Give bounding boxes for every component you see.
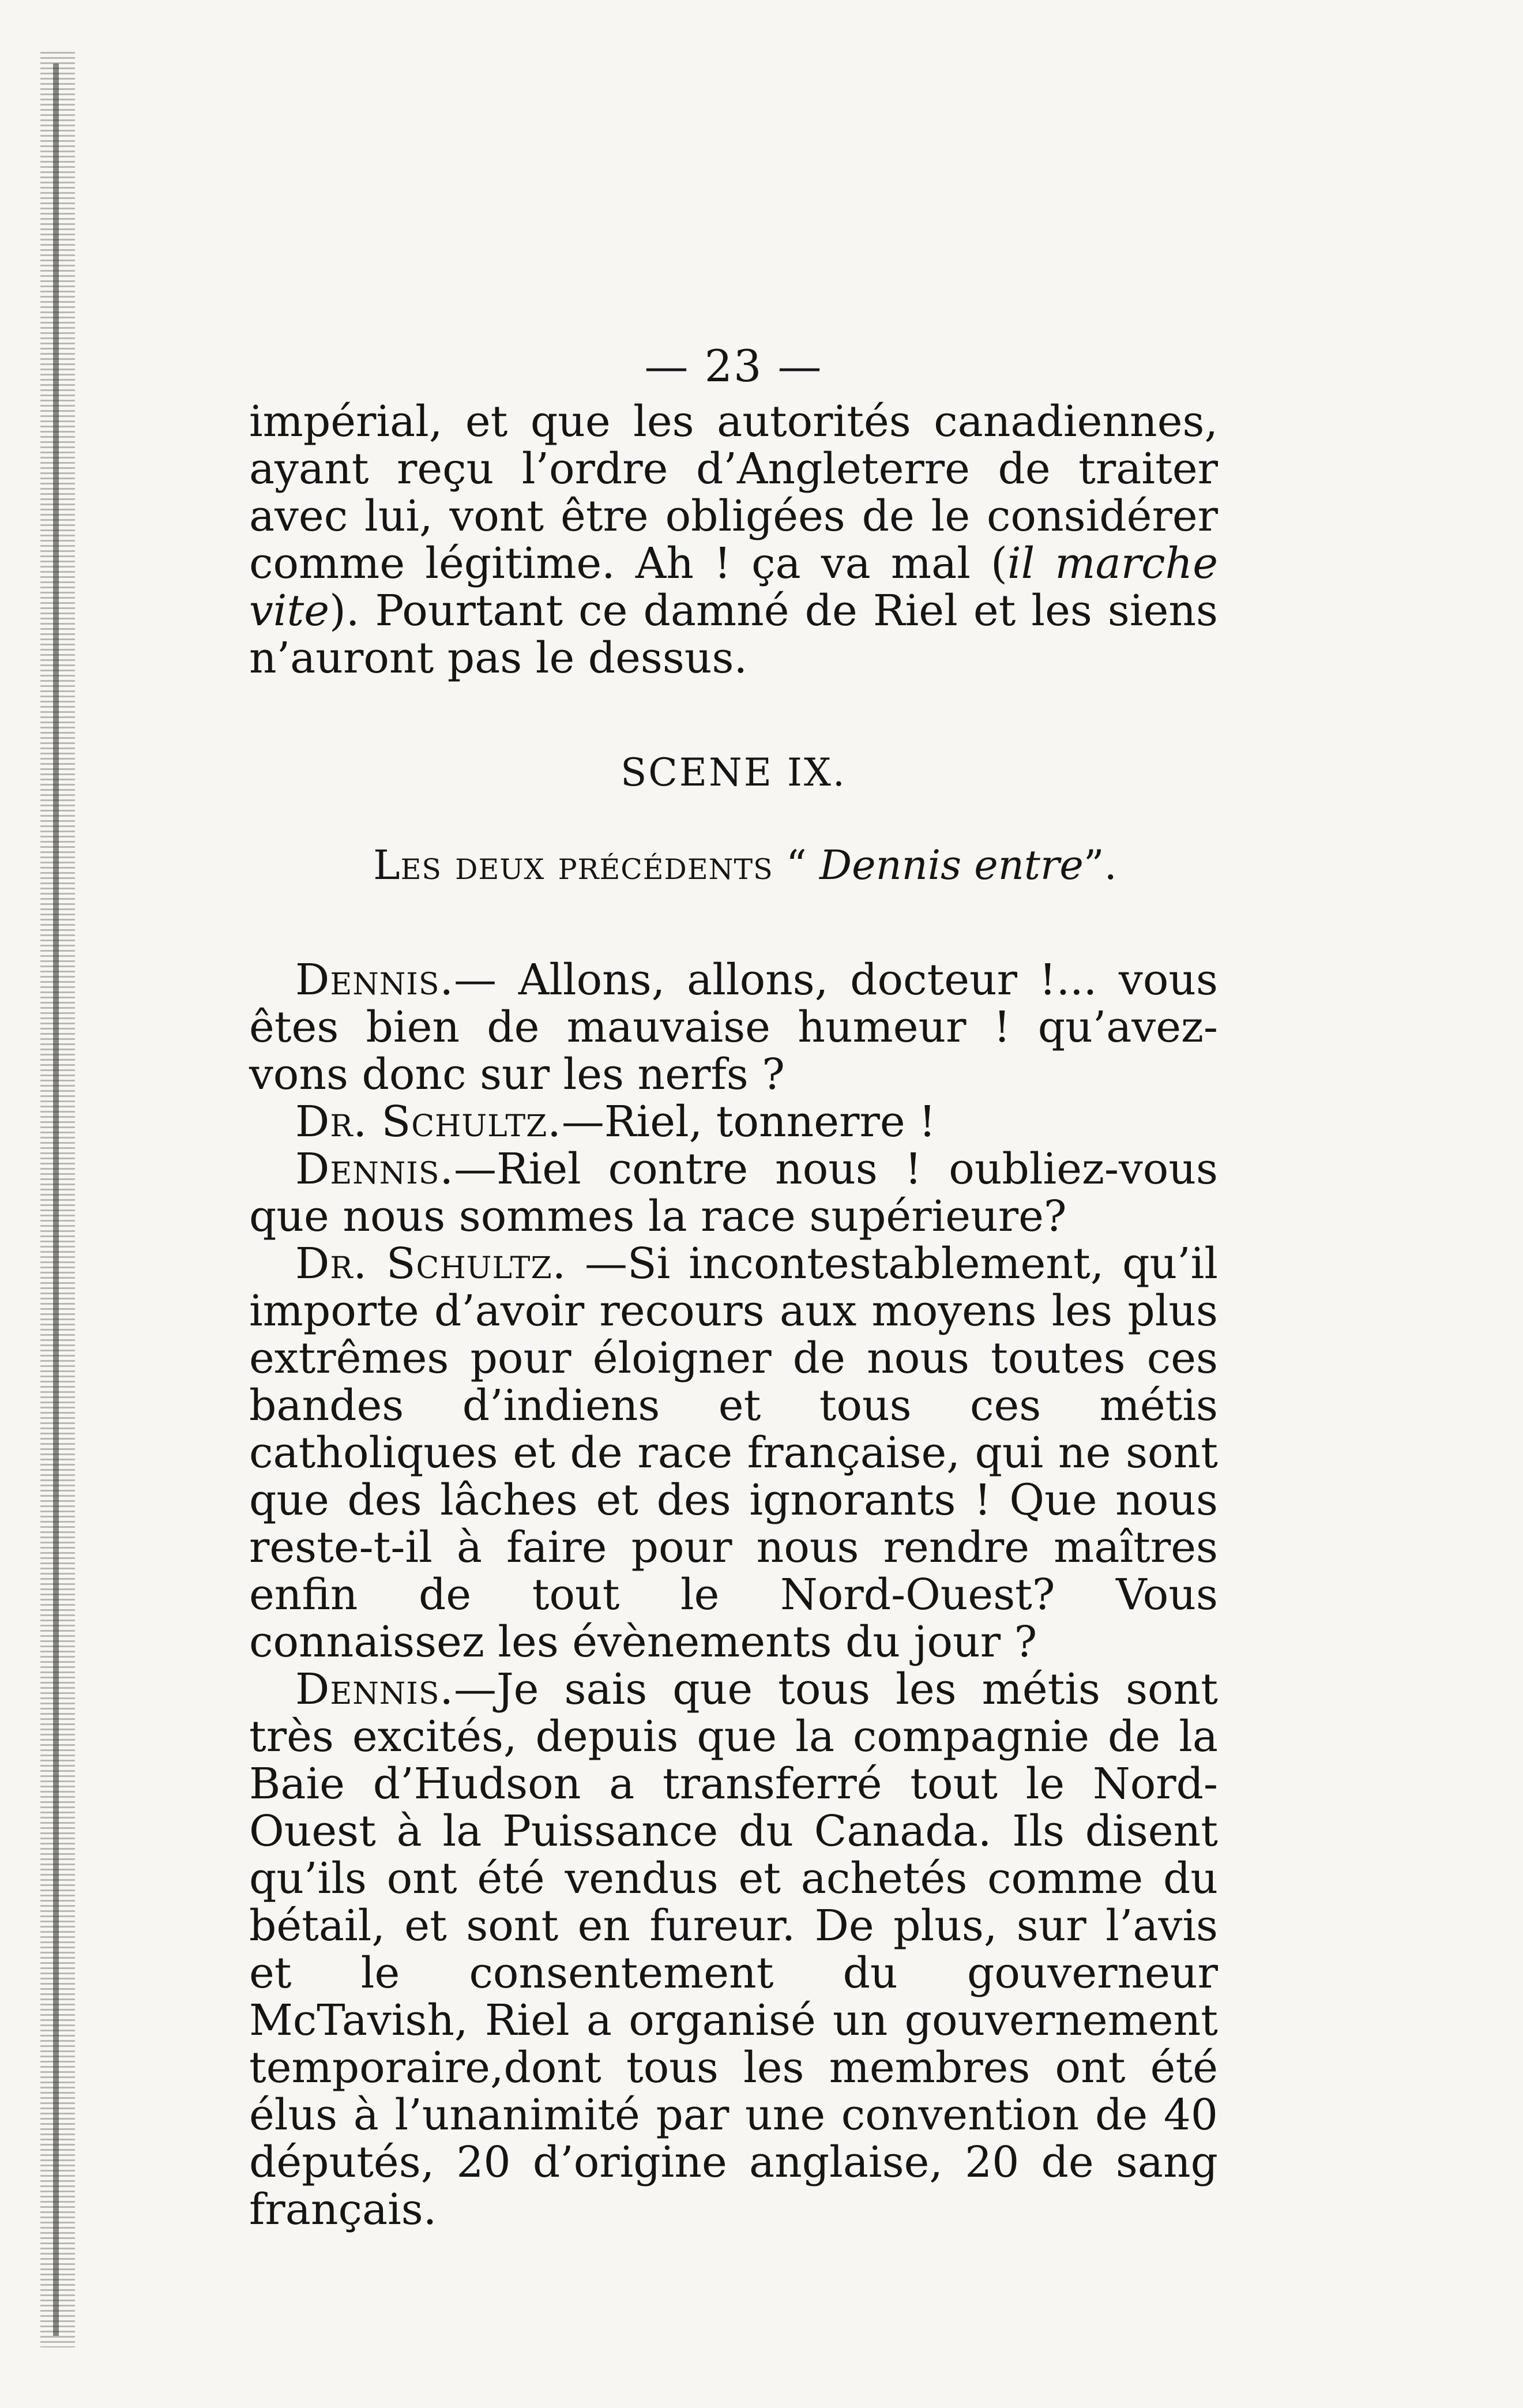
- dialogue-text: —Si incontestablement, qu’il importe d’avoir recours aux moyens les plus extrêmes pour éloigner de nous toutes ces bandes d’indiens et tous ces métis catholiques et de race française, qui ne sont que des lâches et des ignorants ! Que nous reste-t-il à faire pour nous rendre maîtres enfin de tout le Nord-Ouest? Vous connaissez les évènements du jour ?: [249, 1239, 1218, 1667]
- dialogue-line: [249, 1145, 1218, 1240]
- dialogue-line: [249, 1666, 1218, 2233]
- speaker-name: Dennis.: [295, 1144, 454, 1194]
- stage-close-quote: ”.: [1083, 842, 1117, 889]
- opening-text-before-italic: impérial, et que les autorités canadiennes, ayant reçu l’ordre d’Angleterre de traiter avec lui, vont être obligées de le considérer comme légitime. Ah ! ça va mal (: [249, 397, 1218, 588]
- opening-text-after-italic: ). Pourtant ce damné de Riel et les siens n’auront pas le dessus.: [249, 586, 1218, 683]
- opening-paragraph: [249, 398, 1218, 682]
- dialogue-line: [249, 956, 1218, 1098]
- speaker-name: Dr. Schultz.: [295, 1097, 562, 1147]
- dialogue-text: — Allons, allons, docteur !... vous êtes bien de mauvaise humeur ! qu’avez-vons donc sur les nerfs ?: [249, 955, 1218, 1099]
- stage-direction: [272, 842, 1218, 888]
- opening-stage-direction-italic: il marche vite: [249, 539, 1218, 636]
- book-page: [249, 340, 1218, 2233]
- speaker-name: Dennis.: [295, 1665, 454, 1714]
- dialogue-line: [249, 1240, 1218, 1666]
- speaker-name: Dr. Schultz.: [295, 1239, 567, 1288]
- speaker-name: Dennis.: [295, 955, 454, 1005]
- stage-characters: Les deux précédents: [373, 842, 773, 889]
- dialogue-block: [249, 956, 1218, 2233]
- scene-title: SCENE IX.: [621, 750, 847, 795]
- stage-open-quote: “: [773, 842, 820, 889]
- dialogue-line: [249, 1098, 1218, 1145]
- stage-action-italic: Dennis entre: [819, 842, 1084, 889]
- binding-shadow: [53, 63, 59, 2336]
- dialogue-text: —Je sais que tous les métis sont très excités, depuis que la compagnie de la Baie d’Hudson a transferré tout le Nord-Ouest à la Puissance du Canada. Ils disent qu’ils ont été vendus et achetés comme du bétail, et sont en fureur. De plus, sur l’avis et le consentement du gouverneur McTavish, Riel a organisé un gouvernement temporaire,dont tous les membres ont été élus à l’unanimité par une convention de 40 députés, 20 d’origine anglaise, 20 de sang français.: [249, 1665, 1218, 2234]
- dialogue-text: —Riel, tonnerre !: [561, 1097, 936, 1147]
- page-number: — 23 —: [644, 340, 823, 392]
- dialogue-text: —Riel contre nous ! oubliez-vous que nous sommes la race supérieure?: [249, 1144, 1218, 1241]
